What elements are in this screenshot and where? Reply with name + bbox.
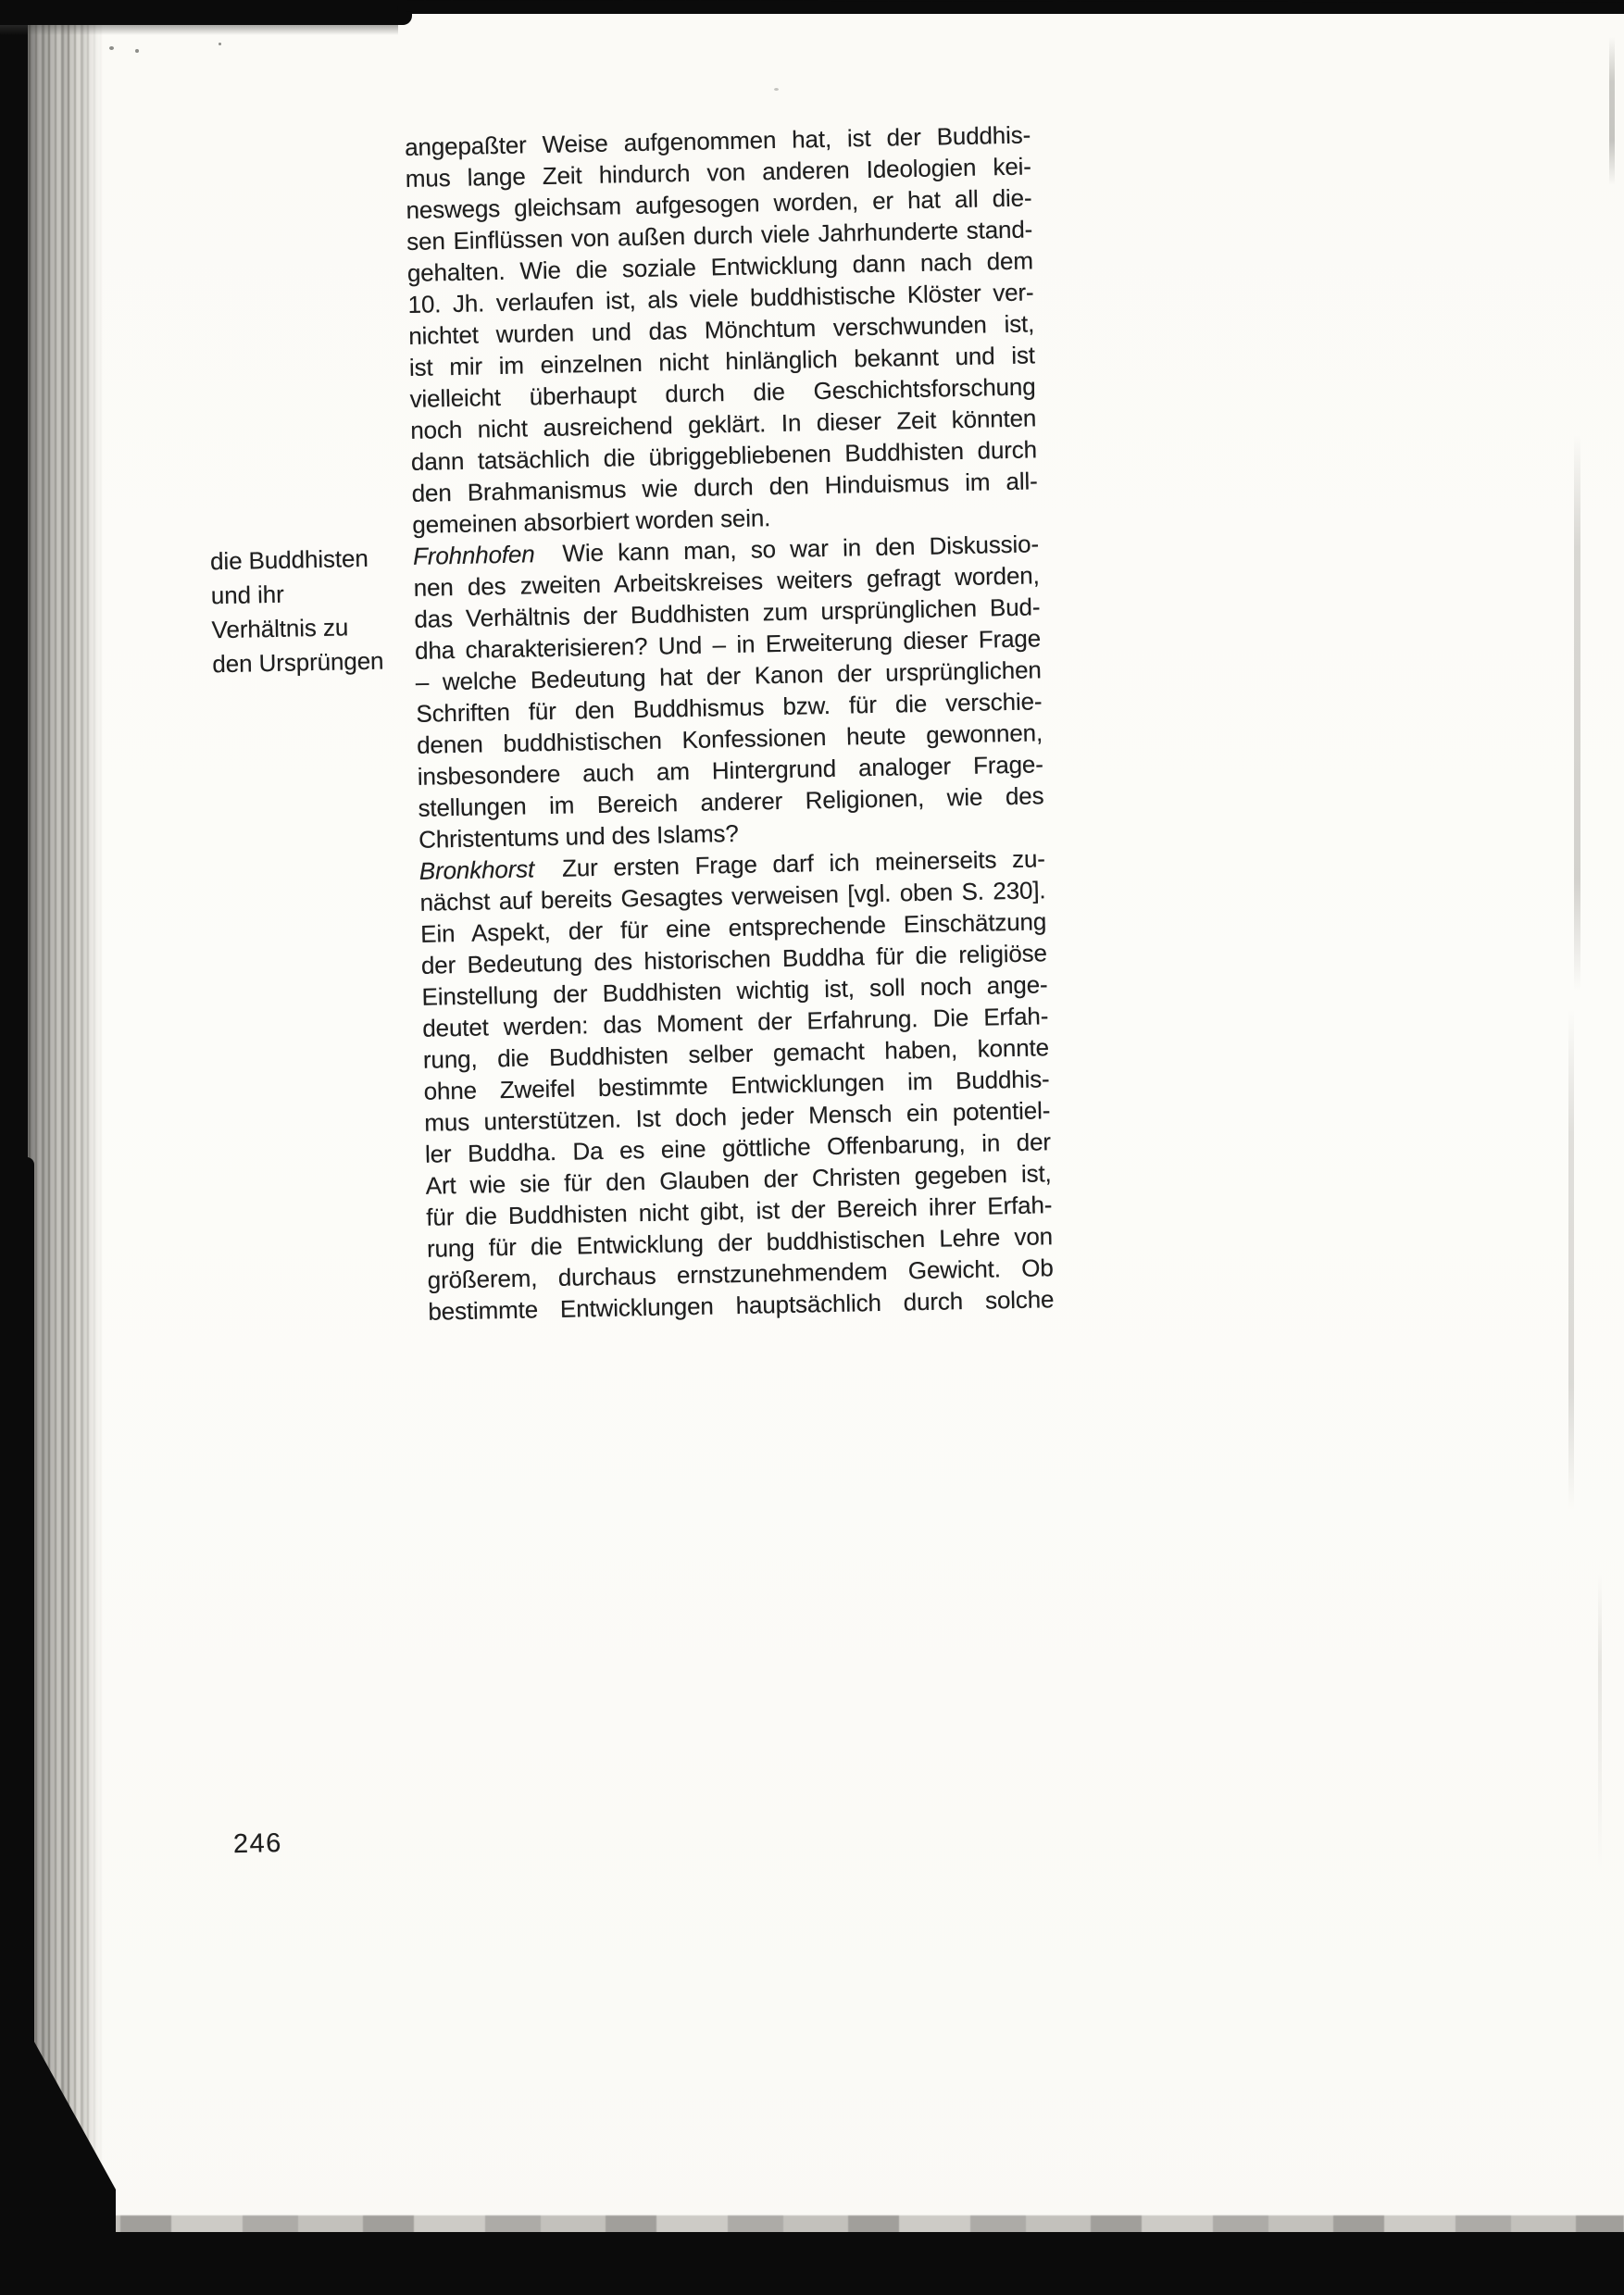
margin-note-line: die Buddhisten <box>209 543 369 576</box>
text-line: dha charakterisieren? Und – in Erweiterung dieser Frage <box>414 624 1042 665</box>
text-line: größerem, durchaus ernstzunehmendem Gewicht. Ob <box>427 1254 1054 1294</box>
text-line: vielleicht überhaupt durch die Geschichtsforschung <box>409 372 1036 413</box>
text-line: Bronkhorst Zur ersten Frage darf ich meinerseits zu- <box>418 844 1046 885</box>
text-line: neswegs gleichsam aufgesogen worden, er hat all die- <box>406 183 1032 224</box>
scan-smear-top <box>0 25 398 35</box>
text-line: Schriften für den Buddhismus bzw. für die verschie- <box>416 687 1043 728</box>
scan-speck-1 <box>109 46 114 50</box>
text-line: sen Einflüssen von außen durch viele Jahrhunderte stand- <box>406 215 1033 256</box>
scan-band-bottom <box>0 2215 1624 2233</box>
text-line: bestimmte Entwicklungen hauptsächlich durch solche <box>428 1285 1055 1326</box>
text-line: gehalten. Wie die soziale Entwicklung dann nach dem <box>406 246 1034 287</box>
text-column <box>405 118 1055 1327</box>
text-line: ler Buddha. Da es eine göttliche Offenbarung, in der <box>424 1128 1052 1168</box>
text-line: mus unterstützen. Ist doch jeder Mensch ein potentiel- <box>424 1096 1051 1137</box>
text-line: angepaßter Weise aufgenommen hat, ist der Buddhis- <box>404 120 1031 161</box>
text-line: gemeinen absorbiert worden sein. <box>412 504 771 539</box>
text-line: nen des zweiten Arbeitskreises weiters gefragt worden, <box>413 561 1040 602</box>
speaker-name: Frohnhofen <box>412 540 535 570</box>
text-line: den Brahmanismus wie durch den Hinduismus im all- <box>411 467 1038 507</box>
page-number: 246 <box>232 1828 283 1860</box>
text-line: Einstellung der Buddhisten wichtig ist, soll noch ange- <box>421 970 1048 1011</box>
scan-speck-4 <box>774 88 779 91</box>
text-line: nächst auf bereits Gesagtes verweisen [vgl. oben S. 230]. <box>419 876 1046 917</box>
text-line: insbesondere auch am Hintergrund analoger Frage- <box>417 750 1043 791</box>
scan-edge-bottom <box>0 2232 1624 2295</box>
speaker-name: Bronkhorst <box>418 854 535 885</box>
text-line: für die Buddhisten nicht gibt, ist der Bereich ihrer Erfah- <box>426 1191 1053 1231</box>
paragraph <box>413 528 1045 854</box>
scan-streak-right-3 <box>1568 1009 1574 1509</box>
margin-note-line: Verhältnis zu <box>211 613 349 644</box>
text-line: Christentums und des Islams? <box>418 818 739 854</box>
scan-speck-3 <box>219 43 221 45</box>
scan-streak-right-2 <box>1574 435 1580 991</box>
scan-streak-right-1 <box>1609 37 1615 185</box>
text-line: ist mir im einzelnen nicht hinlänglich bekannt und ist <box>408 341 1036 381</box>
scan-streak-right-4 <box>1598 1574 1602 1870</box>
text-line: stellungen im Bereich anderer Religionen, wie des <box>418 781 1044 822</box>
scan-speck-2 <box>135 49 139 53</box>
text-line: noch nicht ausreichend geklärt. In dieser Zeit könnten <box>410 404 1037 444</box>
text-line: denen buddhistischen Konfessionen heute gewonnen, <box>416 718 1043 759</box>
text-line: 10. Jh. verlaufen ist, als viele buddhistische Klöster ver- <box>407 278 1034 318</box>
text-line: Frohnhofen Wie kann man, so war in den Diskussio- <box>412 530 1040 570</box>
text-line: der Bedeutung des historischen Buddha für die religiöse <box>420 939 1048 979</box>
text-line: – welche Bedeutung hat der Kanon der ursprünglichen <box>415 655 1042 696</box>
text-line: rung, die Buddhisten selber gemacht haben, konnte <box>422 1033 1050 1074</box>
margin-note-line: und ihr <box>210 580 284 610</box>
paragraph <box>405 118 1039 540</box>
text-line: mus lange Zeit hindurch von anderen Ideologien kei- <box>405 152 1032 193</box>
text-line: dann tatsächlich die übriggebliebenen Buddhisten durch <box>410 435 1038 476</box>
margin-note <box>210 541 426 682</box>
margin-note-line: den Ursprüngen <box>212 646 384 679</box>
paragraph <box>419 842 1055 1327</box>
text-line: nichtet wurden und das Mönchtum verschwunden ist, <box>407 309 1035 350</box>
text-line: Ein Aspekt, der für eine entsprechende Einschätzung <box>419 907 1047 948</box>
text-line: das Verhältnis der Buddhisten zum ursprünglichen Bud- <box>414 592 1041 633</box>
text-line: Art wie sie für den Glauben der Christen gegeben ist, <box>425 1159 1052 1200</box>
scan-edge-top-left <box>0 0 412 25</box>
text-line: deutet werden: das Moment der Erfahrung. Die Erfah- <box>421 1002 1049 1042</box>
text-line: ohne Zweifel bestimmte Entwicklungen im Buddhis- <box>423 1065 1050 1105</box>
text-line: rung für die Entwicklung der buddhistischen Lehre von <box>426 1222 1054 1263</box>
